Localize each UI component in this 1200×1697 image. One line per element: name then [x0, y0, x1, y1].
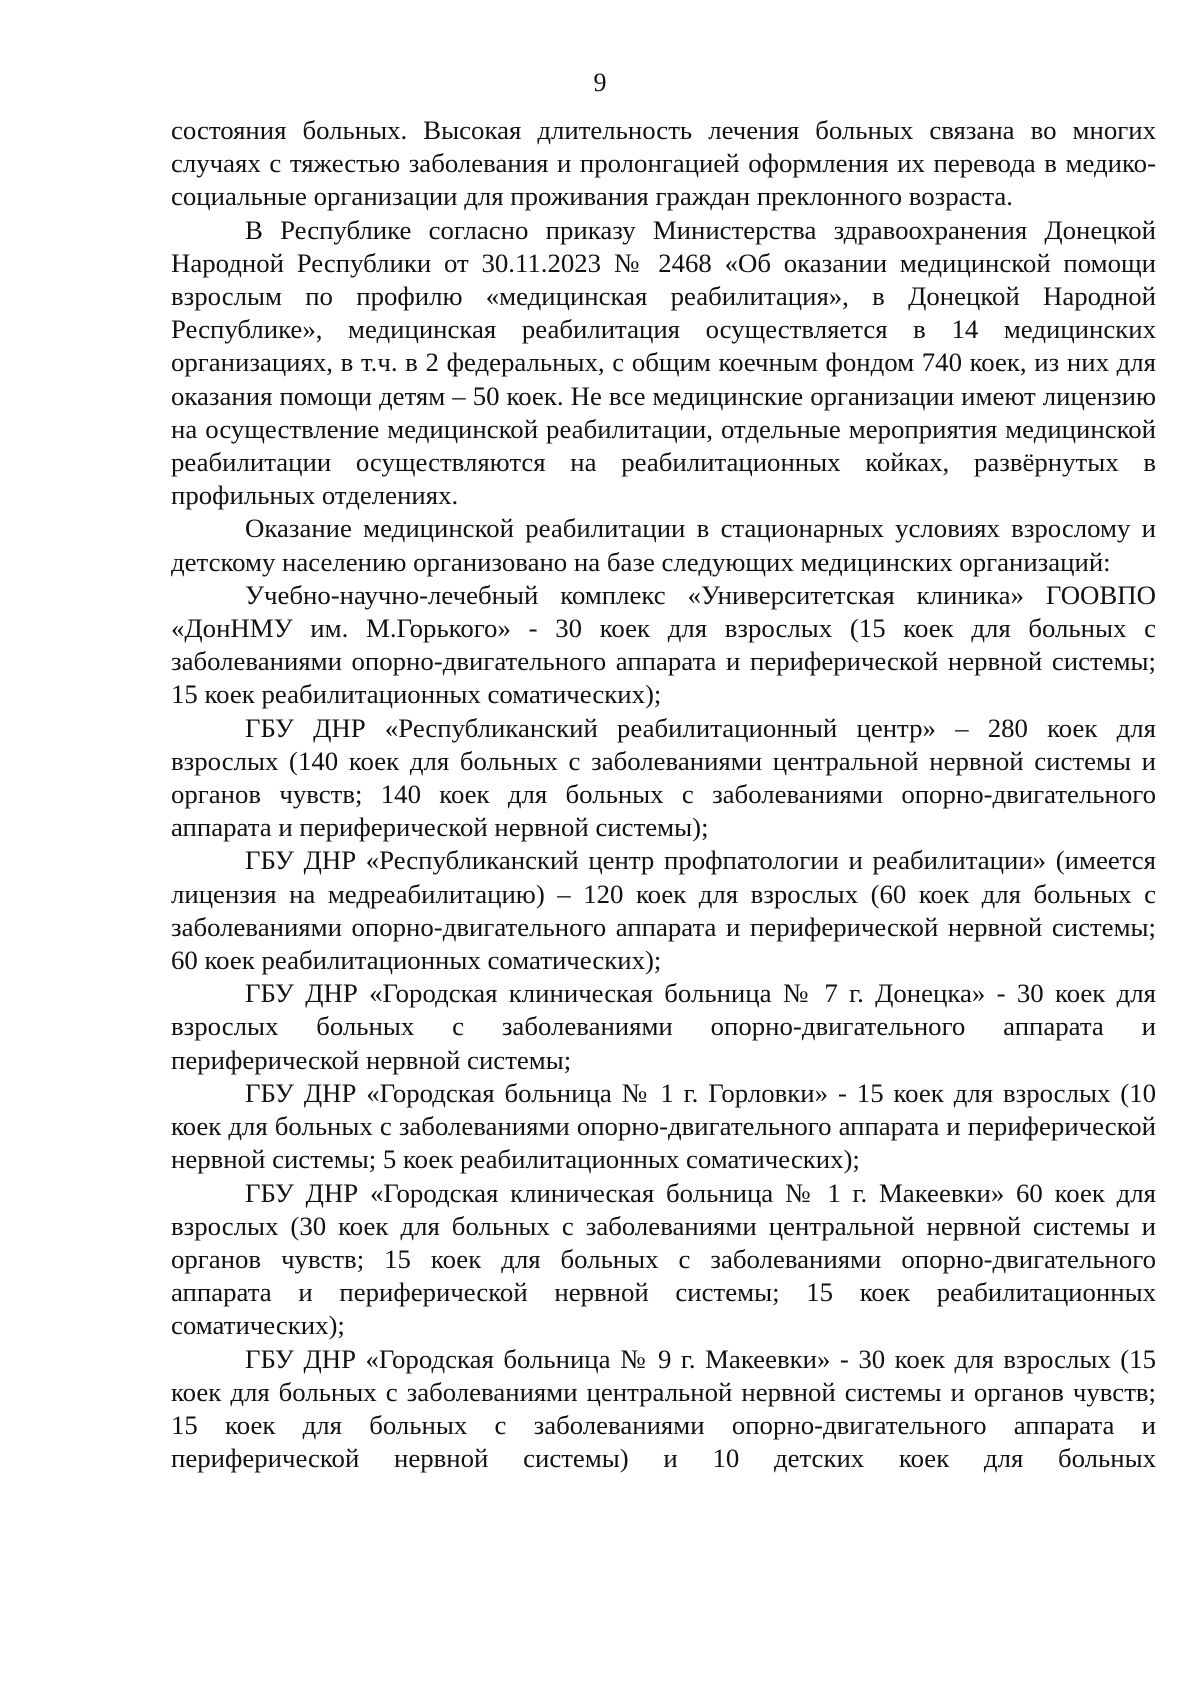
- paragraph: В Республике согласно приказу Министерства здравоохранения Донецкой Народной Республики от 30.11.2023 № 2468 «Об оказании медицинской помощи взрослым по профилю «медицинская реабилитация», в Донецкой Народной Республике», медицинская реабилитация осуществляется в 14 медицинских организациях, в т.ч. в 2 федеральных, с общим коечным фондом 740 коек, из них для оказания помощи детям – 50 коек. Не все медицинские организации имеют лицензию на осуществление медицинской реабилитации, отдельные мероприятия медицинской реабилитации осуществляются на реабилитационных койках, развёрнутых в профильных отделениях.: [171, 214, 1156, 511]
- paragraph: ГБУ ДНР «Городская клиническая больница № 1 г. Макеевки» 60 коек для взрослых (30 коек для больных с заболеваниями центральной нервной системы и органов чувств; 15 коек для больных с заболеваниями опорно-двигательного аппарата и периферической нервной системы; 15 коек реабилитационных соматических);: [171, 1177, 1156, 1341]
- page-number: 9: [593, 68, 607, 97]
- paragraph: ГБУ ДНР «Республиканский реабилитационный центр» – 280 коек для взрослых (140 коек для больных с заболеваниями центральной нервной системы и органов чувств; 140 коек для больных с заболеваниями опорно-двигательного аппарата и периферической нервной системы);: [171, 712, 1156, 843]
- paragraph: ГБУ ДНР «Городская клиническая больница № 7 г. Донецка» - 30 коек для взрослых больных с заболеваниями опорно-двигательного аппарата и периферической нервной системы;: [171, 978, 1156, 1075]
- paragraph: Учебно-научно-лечебный комплекс «Университетская клиника» ГООВПО «ДонНМУ им. М.Горького» - 30 коек для взрослых (15 коек для больных с заболеваниями опорно-двигательного аппарата и периферической нервной системы; 15 коек реабилитационных соматических);: [171, 579, 1156, 710]
- paragraph: Оказание медицинской реабилитации в стационарных условиях взрослому и детскому населению организовано на базе следующих медицинских организаций:: [171, 513, 1156, 577]
- paragraph: состояния больных. Высокая длительность лечения больных связана во многих случаях с тяжестью заболевания и пролонгацией оформления их перевода в медико-социальные организации для проживания граждан преклонного возраста.: [171, 115, 1156, 212]
- paragraph: ГБУ ДНР «Городская больница № 1 г. Горловки» - 15 коек для взрослых (10 коек для больных с заболеваниями опорно-двигательного аппарата и периферической нервной системы; 5 коек реабилитационных соматических);: [171, 1077, 1156, 1175]
- document-body: [171, 114, 1156, 1475]
- paragraph: ГБУ ДНР «Городская больница № 9 г. Макеевки» - 30 коек для взрослых (15 коек для больных с заболеваниями центральной нервной системы и органов чувств; 15 коек для больных с заболеваниями опорно-двигательного аппарата и периферической нервной системы) и 10 детских коек для больных: [171, 1343, 1156, 1474]
- paragraph: ГБУ ДНР «Республиканский центр профпатологии и реабилитации» (имеется лицензия на медреабилитацию) – 120 коек для взрослых (60 коек для больных с заболеваниями опорно-двигательного аппарата и периферической нервной системы; 60 коек реабилитационных соматических);: [171, 845, 1156, 976]
